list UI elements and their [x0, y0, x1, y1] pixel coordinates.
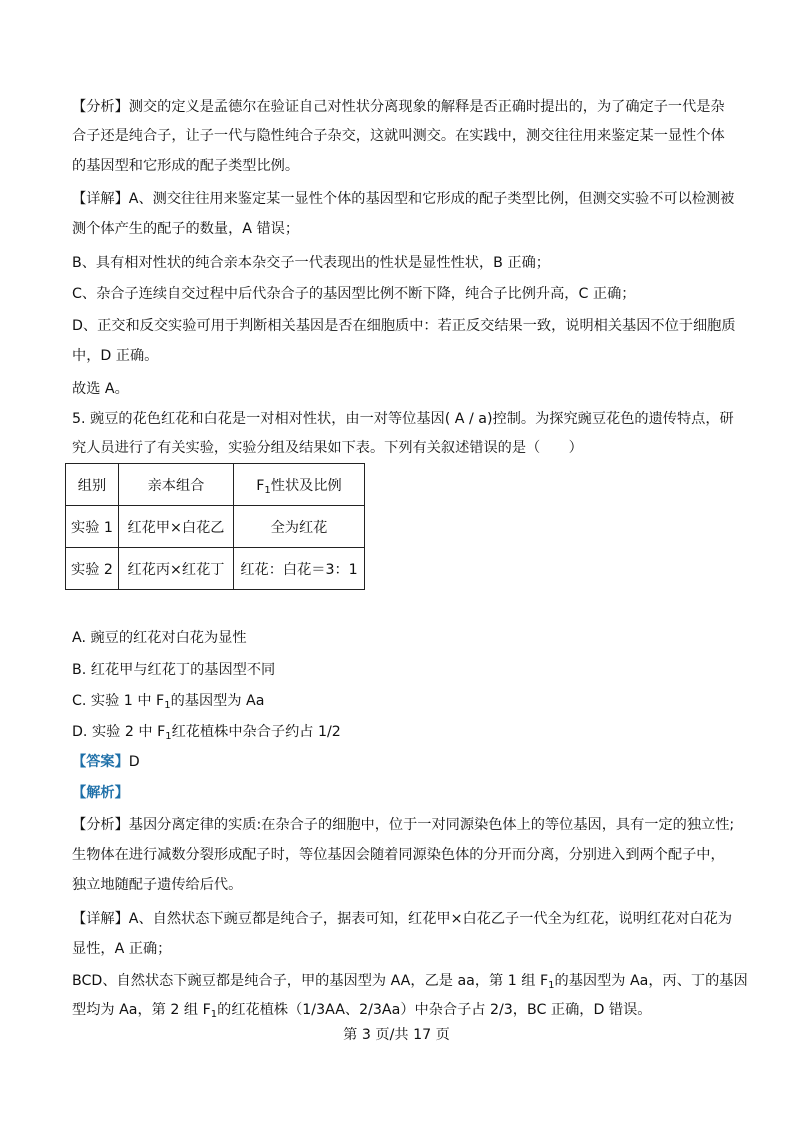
cell-group: 实验 2: [66, 548, 119, 590]
detail-line: 【详解】A、自然状态下豌豆都是纯合子，据表可知，红花甲×白花乙子一代全为红花，说明红花对白花为: [72, 911, 733, 927]
question-stem: 究人员进行了有关实验，实验分组及结果如下表。下列有关叙述错误的是（ ）: [72, 440, 583, 456]
table-row: [66, 506, 365, 548]
analysis-line: 的基因型和它形成的配子类型比例。: [72, 158, 300, 174]
jiexi-tag: 【解析】: [72, 785, 129, 801]
cell-result: 红花：白花＝3：1: [234, 548, 365, 590]
analysis-line: 独立地随配子遗传给后代。: [72, 877, 243, 893]
answer-tag: 【答案】: [72, 754, 129, 770]
header-f1: $F_1$性状及比例: [234, 464, 365, 506]
table-row: [66, 548, 365, 590]
question-stem: 5. 豌豆的花色红花和白花是一对相对性状，由一对等位基因( A / a)控制。为探究豌豆花色的遗传特点，研: [72, 411, 734, 427]
cell-group: 实验 1: [66, 506, 119, 548]
analysis-line: 【分析】测交的定义是孟德尔在验证自己对性状分离现象的解释是否正确时提出的，为了确定子一代是杂: [72, 99, 725, 115]
detail-line: D、正交和反交实验可用于判断相关基因是否在细胞质中：若正反交结果一致，说明相关基因不位于细胞质: [72, 318, 736, 334]
detail-line: 【详解】A、测交往往用来鉴定某一显性个体的基因型和它形成的配子类型比例，但测交实验不可以检测被: [72, 191, 735, 207]
detail-line: 型均为 Aa，第 2 组 $F_1$的红花植株（1/3AA、2/3Aa）中杂合子占 2/3，BC 正确，D 错误。: [72, 1002, 652, 1020]
option-b: B. 红花甲与红花丁的基因型不同: [72, 662, 276, 678]
detail-line: BCD、自然状态下豌豆都是纯合子，甲的基因型为 AA，乙是 aa，第 1 组 $F_1$的基因型为 Aa，丙、丁的基因: [72, 973, 748, 991]
page-footer: 第 3 页/共 17 页: [343, 1027, 450, 1043]
answer-line: [72, 753, 732, 771]
option-a: A. 豌豆的红花对白花为显性: [72, 630, 247, 646]
table-header-row: [66, 464, 365, 506]
analysis-line: 【分析】基因分离定律的实质:在杂合子的细胞中，位于一对同源染色体上的等位基因，具有一定的独立性;: [72, 817, 735, 833]
header-group: 组别: [66, 464, 119, 506]
cell-result: 全为红花: [234, 506, 365, 548]
detail-line: 中，D 正确。: [72, 348, 159, 364]
detail-line: 故选 A。: [72, 381, 129, 397]
experiment-table: [65, 463, 365, 590]
detail-line: C、杂合子连续自交过程中后代杂合子的基因型比例不断下降，纯合子比例升高，C 正确；: [72, 286, 636, 302]
analysis-line: 生物体在进行减数分裂形成配子时，等位基因会随着同源染色体的分开而分离，分别进入到两个配子中，: [72, 847, 725, 863]
option-d: D. 实验 2 中 $F_1$红花植株中杂合子约占 1/2: [72, 724, 341, 742]
detail-line: 显性，A 正确；: [72, 941, 172, 957]
detail-line: 测个体产生的配子的数量，A 错误；: [72, 221, 300, 237]
detail-line: B、具有相对性状的纯合亲本杂交子一代表现出的性状是显性性状，B 正确；: [72, 255, 550, 271]
analysis-line: 合子还是纯合子，让子一代与隐性纯合子杂交，这就叫测交。在实践中，测交往往用来鉴定某一显性个体: [72, 128, 725, 144]
answer-value: D: [128, 754, 140, 770]
cell-parents: 红花丙×红花丁: [119, 548, 234, 590]
header-parents: 亲本组合: [119, 464, 234, 506]
option-c: C. 实验 1 中 $F_1$的基因型为 Aa: [72, 693, 265, 711]
cell-parents: 红花甲×白花乙: [119, 506, 234, 548]
